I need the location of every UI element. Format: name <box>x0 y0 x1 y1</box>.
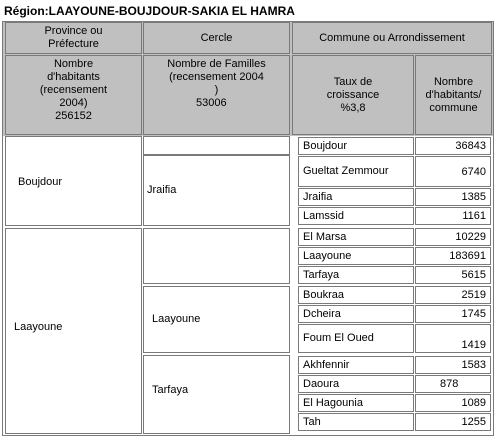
header-province-label: Province ou Préfecture <box>44 25 103 50</box>
header-cercle-label: Cercle <box>200 31 233 44</box>
commune-row-value: 183691 <box>415 247 491 265</box>
header-taux <box>292 55 414 135</box>
header-nombre <box>415 55 492 135</box>
commune-row-name: Gueltat Zemmour <box>298 156 414 187</box>
commune-row-value: 2519 <box>415 286 491 304</box>
commune-row-name: Dcheira <box>298 305 414 323</box>
commune-row-name: Lamssid <box>298 207 414 225</box>
header-families-label: Nombre de Familles (recensement 2004 ) <box>167 58 266 96</box>
commune-row-value: 1255 <box>415 413 491 431</box>
commune-row-value: 5615 <box>415 266 491 284</box>
commune-row-value: 878 <box>415 375 491 393</box>
header-province <box>5 22 142 54</box>
commune-row-name: Foum El Oued <box>298 324 414 353</box>
commune-row-name: Akhfennir <box>298 356 414 374</box>
cercle-jraifia: Jraifia <box>147 184 177 196</box>
header-families <box>143 55 290 135</box>
province-boujdour: Boujdour <box>18 176 63 188</box>
cercle-laayoune: Laayoune <box>152 313 201 325</box>
commune-row-name: Tah <box>298 413 414 431</box>
cercle-group-boujdour <box>143 136 290 155</box>
cercle-group-elmarsa <box>143 228 290 284</box>
commune-row-name: Laayoune <box>298 247 414 265</box>
header-population-label: Nombre d'habitants (recensement 2004) <box>39 58 108 109</box>
commune-row-value: 1161 <box>415 207 491 225</box>
commune-row-value: 1745 <box>415 305 491 323</box>
header-cercle <box>143 22 290 54</box>
commune-row-value: 1089 <box>415 394 491 412</box>
commune-row-value: 36843 <box>415 137 491 155</box>
header-commune <box>292 22 492 54</box>
header-population-value: 256152 <box>55 110 92 122</box>
header-commune-label: Commune ou Arrondissement <box>319 31 465 44</box>
commune-row-value: 1583 <box>415 356 491 374</box>
commune-row-name: Boukraa <box>298 286 414 304</box>
province-laayoune: Laayoune <box>14 321 63 333</box>
commune-row-name: Boujdour <box>298 137 414 155</box>
commune-row-value: 10229 <box>415 228 491 246</box>
commune-row-name: Daoura <box>298 375 414 393</box>
commune-row-name: Tarfaya <box>298 266 414 284</box>
header-population <box>5 55 142 135</box>
commune-row-name: El Marsa <box>298 228 414 246</box>
commune-row-name: Jraifia <box>298 188 414 206</box>
cercle-tarfaya: Tarfaya <box>152 384 189 396</box>
header-families-value: 53006 <box>196 97 227 109</box>
commune-row-value: 1385 <box>415 188 491 206</box>
commune-row-value: 1419 <box>415 324 491 353</box>
commune-row-name: El Hagounia <box>298 394 414 412</box>
region-title: Région:LAAYOUNE-BOUJDOUR-SAKIA EL HAMRA <box>4 4 295 18</box>
commune-row-value: 6740 <box>415 156 491 187</box>
header-nombre-label: Nombre d'habitants/ commune <box>425 75 482 114</box>
header-taux-label: Taux de croissance %3,8 <box>326 75 380 114</box>
